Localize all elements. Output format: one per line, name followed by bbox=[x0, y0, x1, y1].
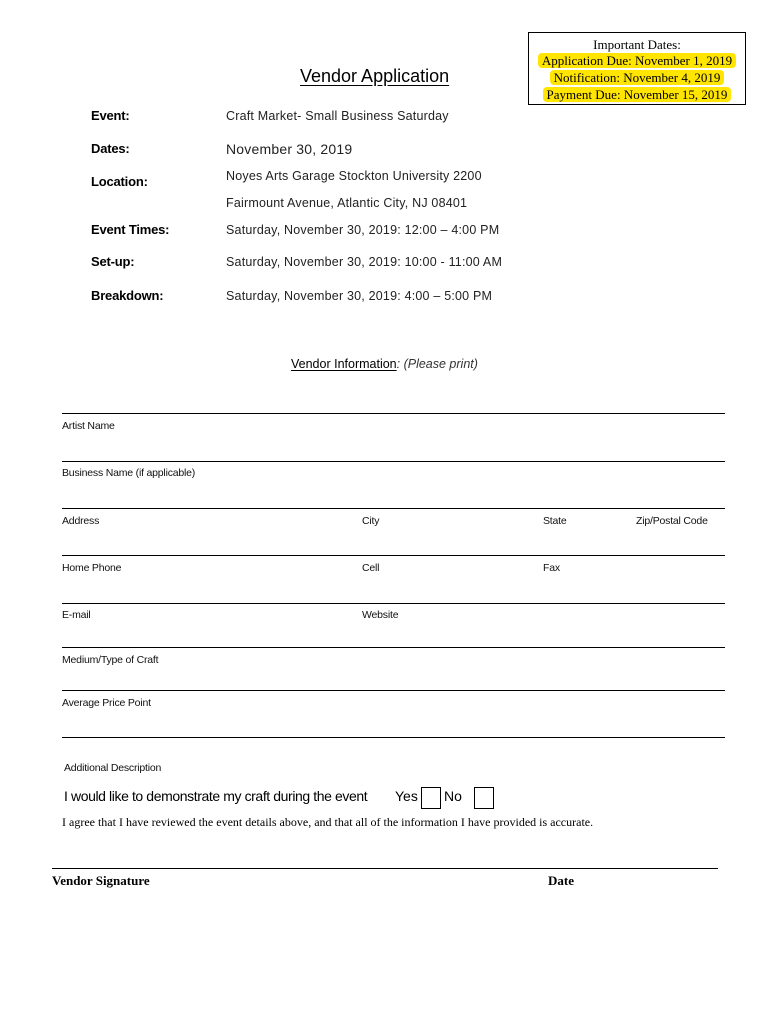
page-title: Vendor Application bbox=[300, 66, 450, 86]
website-field[interactable]: Website bbox=[362, 609, 399, 621]
fax-field[interactable]: Fax bbox=[543, 562, 560, 574]
signature-rule[interactable] bbox=[52, 868, 718, 869]
location-line1: Noyes Arts Garage Stockton University 2200 bbox=[226, 169, 482, 183]
form-rule bbox=[62, 690, 725, 691]
dates-value: November 30, 2019 bbox=[226, 141, 353, 157]
vendor-information-title: Vendor Information bbox=[291, 357, 397, 371]
price-point-field[interactable]: Average Price Point bbox=[62, 697, 151, 709]
form-rule bbox=[62, 413, 725, 414]
event-label: Event: bbox=[91, 108, 130, 123]
state-field[interactable]: State bbox=[543, 515, 567, 527]
vendor-information-heading bbox=[291, 357, 478, 371]
no-checkbox[interactable] bbox=[474, 787, 494, 809]
yes-checkbox[interactable] bbox=[421, 787, 441, 809]
form-rule bbox=[62, 603, 725, 604]
dates-label: Dates: bbox=[91, 141, 130, 156]
form-rule bbox=[62, 555, 725, 556]
application-due: Application Due: November 1, 2019 bbox=[538, 53, 736, 68]
setup-label: Set-up: bbox=[91, 254, 135, 269]
event-value: Craft Market- Small Business Saturday bbox=[226, 109, 449, 123]
date-label: Date bbox=[548, 873, 574, 888]
event-times-label: Event Times: bbox=[91, 222, 170, 237]
city-field[interactable]: City bbox=[362, 515, 380, 527]
payment-due: Payment Due: November 15, 2019 bbox=[543, 87, 732, 102]
medium-field[interactable]: Medium/Type of Craft bbox=[62, 654, 159, 666]
additional-description-field[interactable]: Additional Description bbox=[64, 762, 162, 774]
location-label: Location: bbox=[91, 174, 148, 189]
home-phone-field[interactable]: Home Phone bbox=[62, 562, 122, 574]
artist-name-field[interactable]: Artist Name bbox=[62, 420, 115, 432]
breakdown-label: Breakdown: bbox=[91, 288, 164, 303]
vendor-signature-label: Vendor Signature bbox=[52, 873, 150, 888]
cell-field[interactable]: Cell bbox=[362, 562, 380, 574]
address-field[interactable]: Address bbox=[62, 515, 100, 527]
business-name-field[interactable]: Business Name (if applicable) bbox=[62, 467, 196, 479]
notification-date: Notification: November 4, 2019 bbox=[550, 70, 725, 85]
breakdown-value: Saturday, November 30, 2019: 4:00 – 5:00 PM bbox=[226, 289, 493, 303]
setup-value: Saturday, November 30, 2019: 10:00 - 11:00 AM bbox=[226, 255, 503, 269]
location-line2: Fairmount Avenue, Atlantic City, NJ 08401 bbox=[226, 196, 468, 210]
important-dates-box bbox=[528, 32, 746, 105]
email-field[interactable]: E-mail bbox=[62, 609, 91, 621]
demonstrate-question: I would like to demonstrate my craft during the event bbox=[64, 788, 368, 804]
form-rule bbox=[62, 737, 725, 738]
form-rule bbox=[62, 508, 725, 509]
form-rule bbox=[62, 461, 725, 462]
no-label: No bbox=[444, 788, 462, 804]
yes-label: Yes bbox=[395, 788, 418, 804]
form-rule bbox=[62, 647, 725, 648]
agreement-text: I agree that I have reviewed the event details above, and that all of the information I have provided is accurate. bbox=[62, 815, 594, 829]
please-print-note: : (Please print) bbox=[396, 357, 478, 371]
event-times-value: Saturday, November 30, 2019: 12:00 – 4:00 PM bbox=[226, 223, 500, 237]
zip-field[interactable]: Zip/Postal Code bbox=[636, 515, 708, 527]
important-dates-heading: Important Dates: bbox=[593, 37, 681, 52]
